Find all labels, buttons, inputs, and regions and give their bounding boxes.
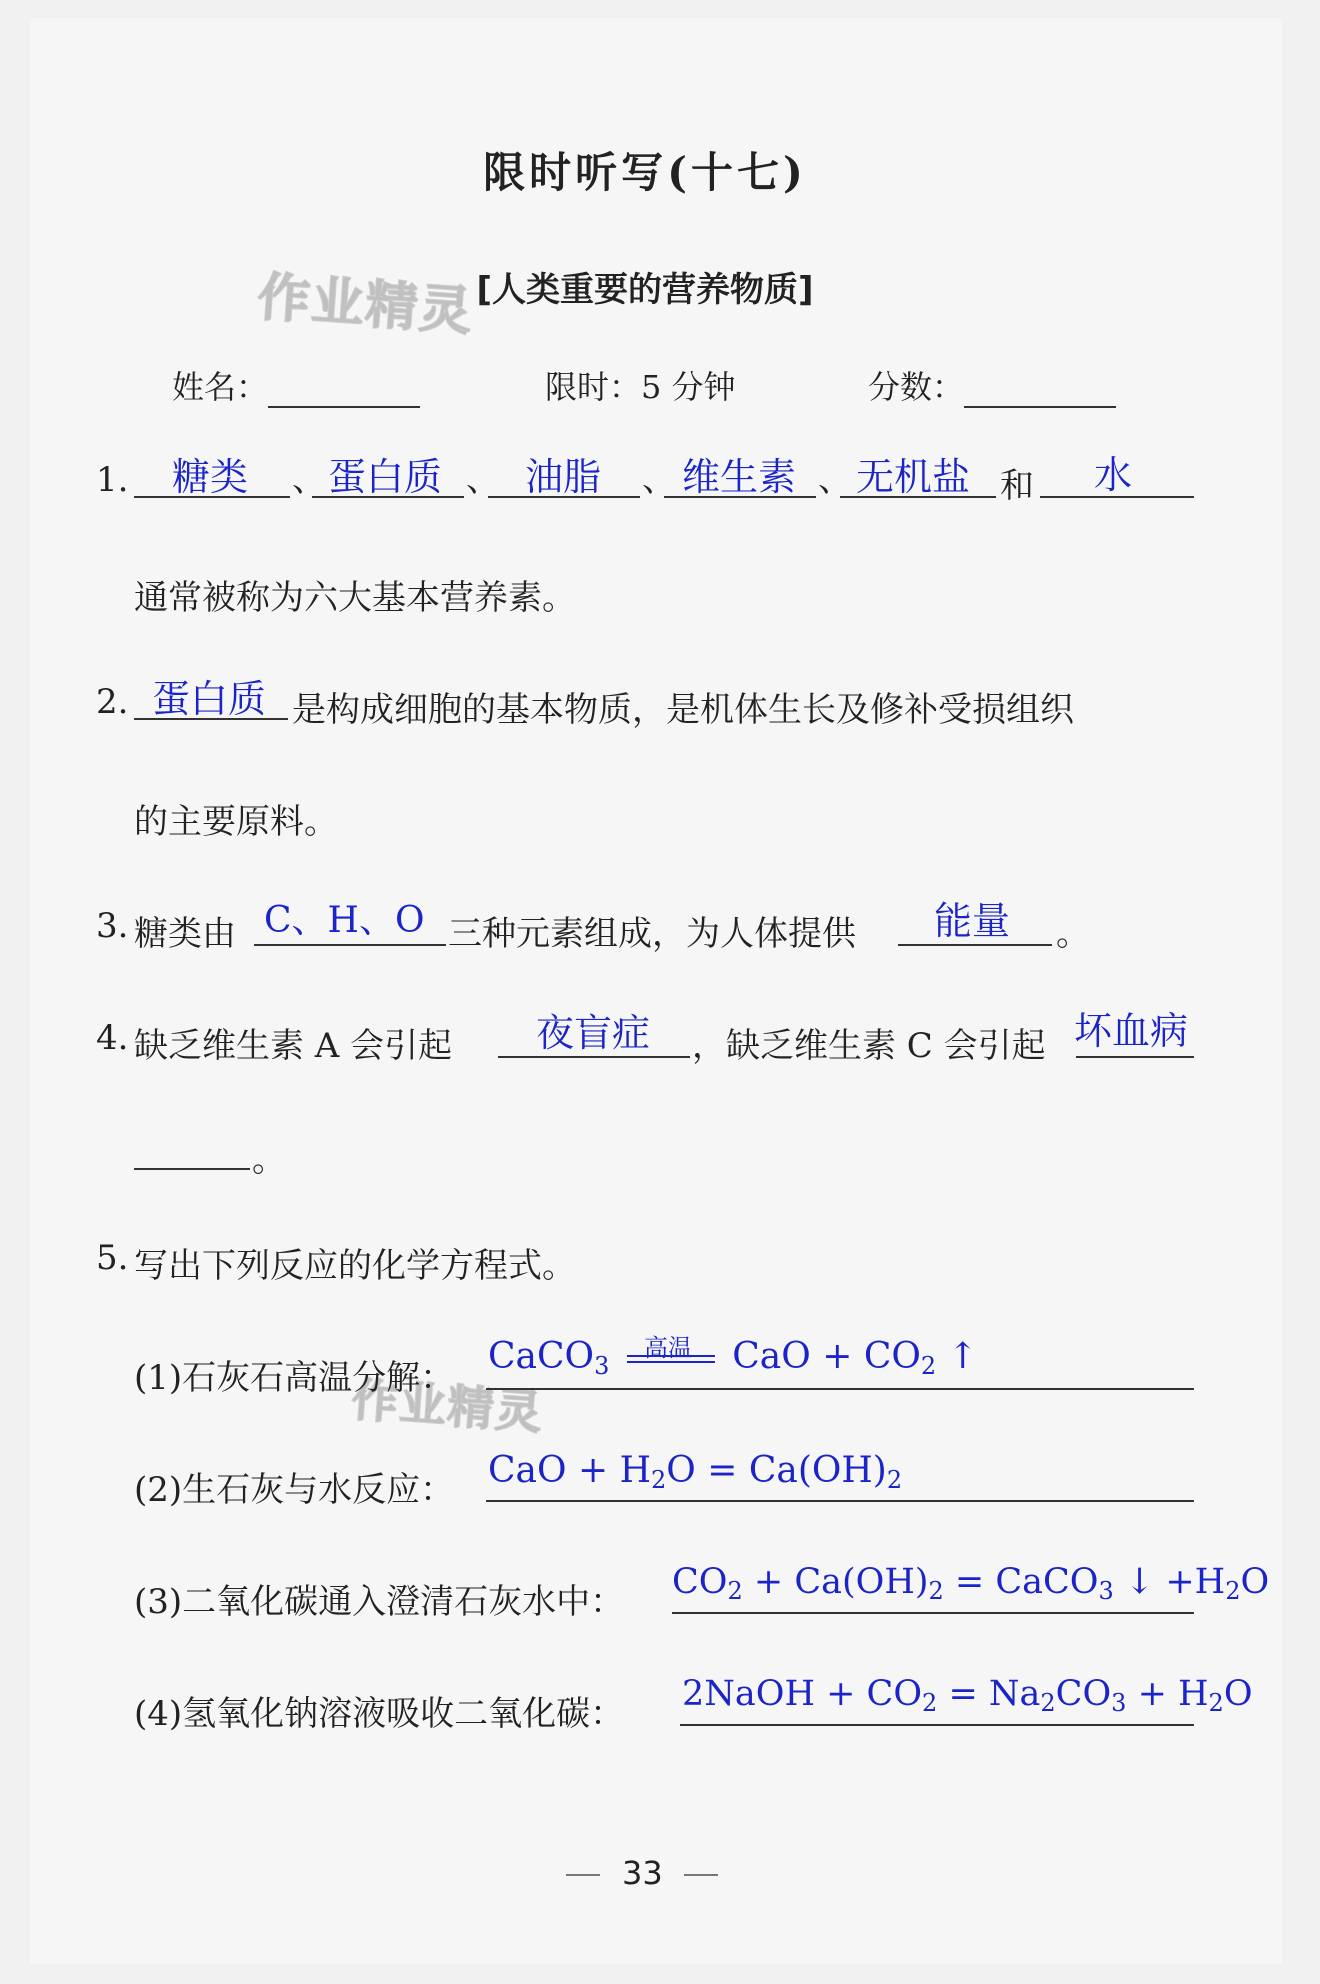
q5-text: 写出下列反应的化学方程式。 [134, 1246, 576, 1286]
q1-tail: 通常被称为六大基本营养素。 [134, 578, 576, 618]
q4-text: 缺乏维生素 A 会引起 [134, 1026, 453, 1066]
page-number: 33 [622, 1854, 663, 1892]
q4-text-2: ，缺乏维生素 C 会引起 [692, 1026, 1046, 1066]
q1-answer-6: 水 [1094, 453, 1133, 497]
name-field [172, 362, 420, 408]
section-subtitle: [人类重要的营养物质] [476, 270, 814, 310]
q5-item-1-label: (1)石灰石高温分解： [134, 1358, 455, 1398]
q2-number: 2. [96, 682, 129, 722]
q5-item-1-condition: 高温 [644, 1334, 692, 1362]
page-title: 限时听写(十七) [483, 148, 807, 197]
q3-blank-1[interactable] [254, 944, 446, 946]
q1-answer-3: 油脂 [525, 455, 602, 499]
page-number-dash-left [566, 1874, 600, 1876]
q1-separator: 、 [466, 460, 500, 500]
name-label: 姓名： [172, 368, 269, 406]
q5-item-4-blank[interactable] [680, 1724, 1194, 1726]
q1-number: 1. [96, 460, 129, 500]
q1-answer-1: 糖类 [172, 455, 249, 499]
q3-answer-2: 能量 [934, 899, 1011, 943]
q3-text-2: 三种元素组成，为人体提供 [448, 914, 856, 954]
q5-item-1-equation: CaCO$_3$ CaO + $CO_2$ ↑ [488, 1336, 978, 1380]
q1-separator: 、 [818, 460, 852, 500]
q5-item-1-blank[interactable] [486, 1388, 1194, 1390]
q5-item-2-label: (2)生石灰与水反应： [134, 1470, 455, 1510]
q5-item-4-label: (4)氢氧化钠溶液吸收二氧化碳： [134, 1694, 625, 1734]
q5-number: 5. [96, 1238, 129, 1278]
q3-number: 3. [96, 906, 129, 946]
q2-text-continued: 的主要原料。 [134, 802, 338, 842]
q4-blank-2[interactable] [1076, 1056, 1194, 1058]
q5-item-3-equation: $CO_2 + Ca(OH)_2$ = CaCO$_3$ ↓ $+H_2O$ [672, 1562, 1270, 1605]
q3-answer-1: C、H、O [264, 900, 425, 941]
q5-item-3-label: (3)二氧化碳通入澄清石灰水中： [134, 1582, 625, 1622]
q5-item-2-equation: CaO + $H_2O = Ca(OH)_2$ [488, 1450, 903, 1494]
q4-period: 。 [252, 1140, 286, 1180]
page-number-dash-right [684, 1874, 718, 1876]
q4-number: 4. [96, 1018, 129, 1058]
q4-answer-2: 坏血病 [1074, 1009, 1189, 1053]
q1-and: 和 [1000, 466, 1034, 506]
q5-item-4-equation: 2NaOH + $CO_2 = Na_2CO_3 + H_2O$ [682, 1674, 1253, 1717]
q3-period: 。 [1056, 914, 1090, 954]
watermark: 作业精灵 [255, 267, 476, 343]
q2-answer: 蛋白质 [152, 677, 267, 721]
q5-item-2-blank[interactable] [486, 1500, 1194, 1502]
q1-answer-4: 维生素 [682, 455, 797, 499]
q1-separator: 、 [642, 460, 676, 500]
q3-text: 糖类由 [134, 914, 236, 954]
q1-answer-2: 蛋白质 [328, 455, 443, 499]
q1-answer-5: 无机盐 [856, 455, 971, 499]
score-field [868, 362, 1116, 408]
q5-item-3-blank[interactable] [672, 1612, 1194, 1614]
score-label: 分数： [868, 368, 965, 406]
name-blank[interactable] [268, 406, 420, 408]
q1-separator: 、 [292, 460, 326, 500]
score-blank[interactable] [964, 406, 1116, 408]
q2-text: 是构成细胞的基本物质，是机体生长及修补受损组织 [292, 690, 1074, 730]
watermark: 作业精灵 [350, 1372, 546, 1440]
q4-blank-2-continued[interactable] [134, 1168, 250, 1170]
q4-answer-1: 夜盲症 [536, 1011, 651, 1055]
time-limit: 限时：5 分钟 [545, 368, 736, 406]
